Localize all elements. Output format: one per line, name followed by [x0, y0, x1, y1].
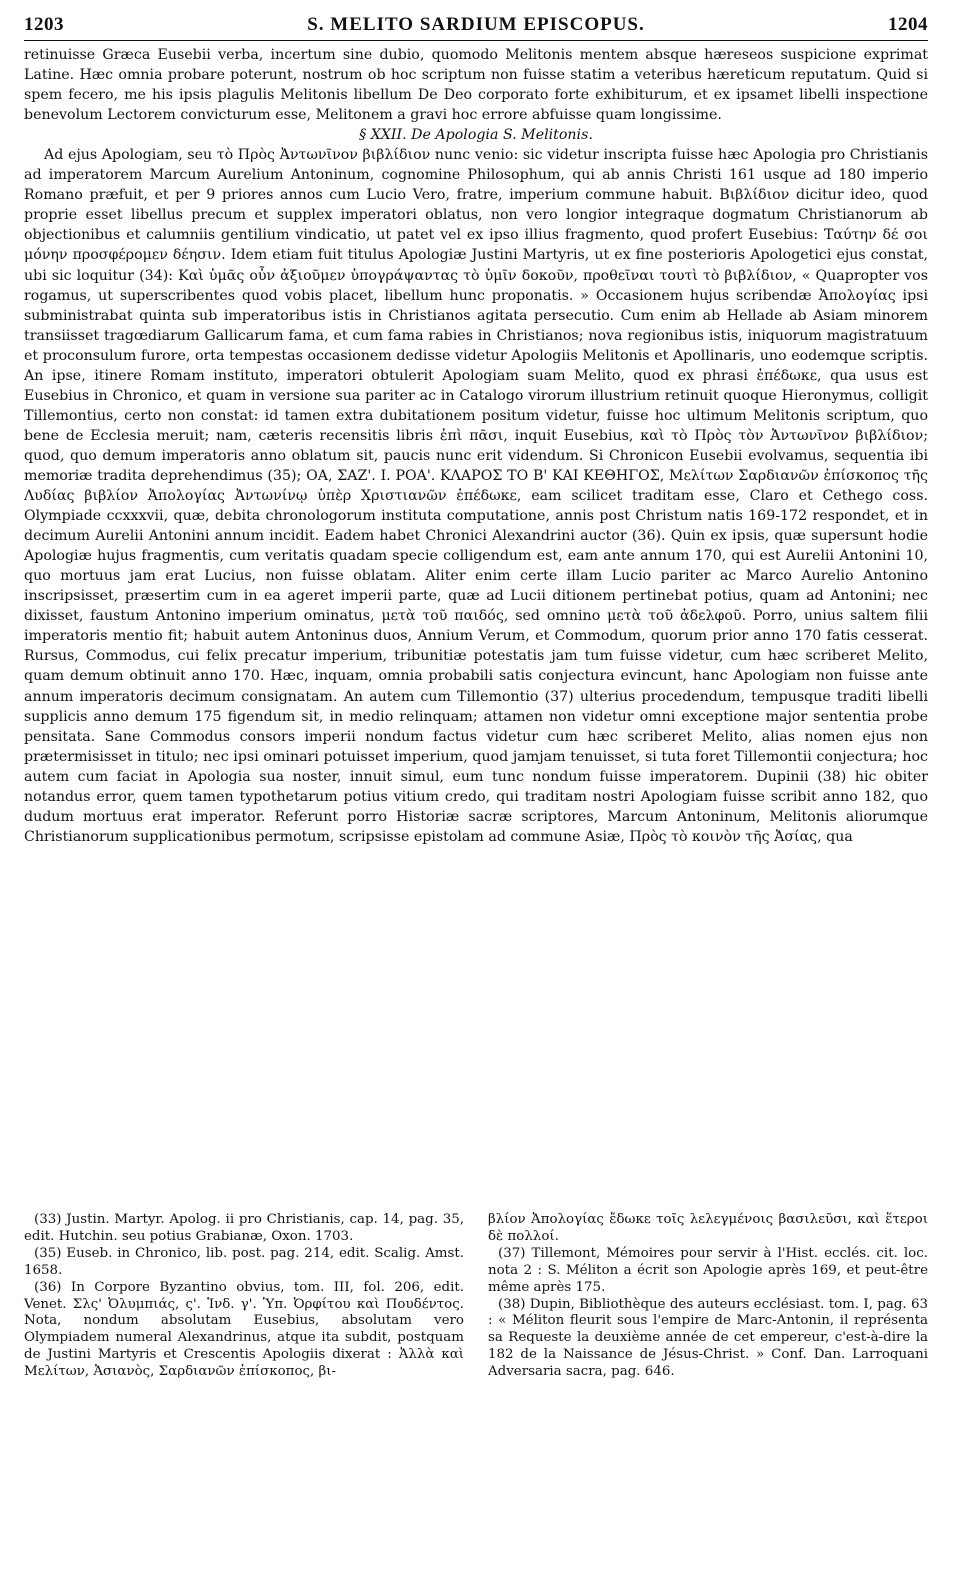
footnote-37: (37) Tillemont, Mémoires pour servir à l'Hist. ecclés. cit. loc. nota 2 : S. Méliton a écrit son Apologie après 169, et peut-être même après 175. [488, 1245, 928, 1295]
paragraph-1: retinuisse Græca Eusebii verba, incertum sine dubio, quomodo Melitonis mentem absque hæreseos suspicione exprimat Latine. Hæc omnia probare poterunt, nostrum ob hoc scriptum non fuisse statim a veteribus hæreticum reputatum. Quid si spem fecero, me his ipsis plagulis Melitonis libellum De Deo corporato forte exhibiturum, et ex ipsamet libelli inspectione benevolum Lectorem convicturum esse, Melitonem a gravi hoc errore abfuisse quam longissime. [24, 47, 928, 124]
section-heading: § XXII. De Apologia S. Melitonis. [359, 127, 593, 144]
footnote-33: (33) Justin. Martyr. Apolog. ii pro Christianis, cap. 14, pag. 35, edit. Hutchin. seu potius Grabianæ, Oxon. 1703. [24, 1212, 464, 1244]
footnote-36-continued: βλίον Ἀπολογίας ἔδωκε τοῖς λελεγμένοις βασιλεῦσι, καὶ ἕτεροι δὲ πολλοί. [488, 1212, 928, 1244]
main-text [24, 45, 928, 847]
paragraph-2: Ad ejus Apologiam, seu τὸ Πρὸς Ἀντωνῖνον βιβλίδιον nunc venio: sic videtur inscripta fuisse hæc Apologia pro Christianis ad imperatorem Marcum Aurelium Antoninum, cognomine Philosophum, qui ab annis Christi 161 usque ad 180 imperio Romano præfuit, et per 9 priores annos cum Lucio Vero, fratre, imperium commune habuit. Βιβλίδιον dicitur ideo, quod proprie esset libellus precum et supplex imperatori oblatus, non vero longior integraque dogmatum Christianorum ab objectionibus et calumniis gentilium vindicatio, ut patet vel ex ipso illius fragmento, quod profert Eusebius: Ταύτην δέ σοι μόνην προσφέρομεν δέησιν. Idem etiam fuit titulus Apologiæ Justini Martyris, ut ex fine posterioris Apologetici ejus constat, ubi sic loquitur (34): Καὶ ὑμᾶς οὖν ἀξιοῦμεν ὑπογράψαντας τὸ ὑμῖν δοκοῦν, προθεῖναι τουτὶ τὸ βιβλίδιον, « Quapropter vos rogamus, ut superscribentes quod vobis placet, libellum hunc proponatis. » Occasionem hujus scribendæ Ἀπολογίας ipsi subministrabat quinta sub imperatoribus istis in Christianos agitata persecutio. Cum enim ab Hellade ab Asiam minorem transiisset tragœdiarum Gallicarum fama, et cum fama rabies in Christianos; nova regionibus istis, iniquorum magistratuum et proconsulum furore, orta tempestas occasionem dedisse videtur Apologiis Melitonis et Apollinaris, uno eodemque scriptis. An ipse, itinere Romam instituto, imperatori obtulerit Apologiam suam Melito, quod ex phrasi ἐπέδωκε, qua usus est Eusebius in Chronico, et quam in versione sua pariter ac in Catalogo virorum illustrium retinuit quoque Hieronymus, colligit Tillemontius, certo non constat: id tamen extra dubitationem positum videtur, fuisse hoc ultimum Melitonis scriptum, quo bene de Ecclesia meruit; nam, cæteris recensitis libris ἐπὶ πᾶσι, inquit Eusebius, καὶ τὸ Πρὸς τὸν Ἀντωνῖνον βιβλίδιον; quod, quo demum imperatoris anno oblatum sit, paucis nunc erit videndum. Si Chronicon Eusebii evolvamus, sequentia ibi memoriæ tradita deprehendimus (35); ΟΑ, ΣΑΖ'. Ι. ΡΟΑ'. ΚΛΑΡΟΣ ΤΟ Β' ΚΑΙ ΚΕΘΗΓΟΣ, Μελίτων Σαρδιανῶν ἐπίσκοπος τῆς Λυδίας βιβλίον Ἀπολογίας Ἀντωνίνῳ ὑπὲρ Χριστιανῶν ἐπέδωκε, eam scilicet traditam esse, Claro et Cethego coss. Olympiade ccxxxvii, quæ, debita chronologorum instituta computatione, annis post Christum natis 169-172 respondet, et in decimum Aurelii Antonini annum incidit. Eadem habet Chronici Alexandrini auctor (36). Quin ex ipsis, quæ supersunt hodie Apologiæ hujus fragmentis, cum veritatis quadam specie colligendum est, eam ante annum 170, qui est Aurelii Antonini 10, quo mortuus jam erat Lucius, non fuisse oblatam. Aliter enim certe illam Lucio pariter ac Marco Aurelio Antonino inscripsisset, præsertim cum in ea ageret imperii parte, quæ ad Lucii ditionem pertinebat potius, quam ad Antonini; nec dixisset, faustum Antonino imperium ominatus, μετὰ τοῦ παιδός, sed omnino μετὰ τοῦ ἀδελφοῦ. Porro, unius saltem filii imperatoris mentio fit; habuit autem Antoninus duos, Annium Verum, et Commodum, quorum prior anno 170 fatis cesserat. Rursus, Commodus, cui felix precatur imperium, tribunitiæ potestatis jam tum fuisse videtur, cum hæc scriberet Melito, quam demum obtinuit anno 170. Hæc, inquam, omnia probabili satis conjectura evincunt, hanc Apologiam non fuisse ante annum imperatoris decimum consignatam. An autem cum Tillemontio (37) ulterius procedendum, tempusque traditi libelli supplicis anno demum 175 figendum sit, in medio relinquam; attamen non videtur omni exceptione major sententia probe pensitata. Sane Commodus consors imperii nondum factus videtur cum hæc scriberet Melito, alias nomen ejus non prætermisisset in titulo; nec ipsi ominari potuisset imperium, quod jamjam tenuisset, si tuta foret Tillemontii conjectura; hoc autem cum faciat in Apologia sua noster, innuit simul, eum tunc nondum fuisse imperatorem. Dupinii (38) hic obiter notandus error, quem tamen typothetarum potius vitium credo, qui traditam nostri Apologiam fuisse scribit anno 182, quo dudum mortuus erat imperator. Referunt porro Historiæ sacræ scriptores, Marcum Antoninum, Melitonis aliorumque Christianorum supplicationibus permotum, scripsisse epistolam ad commune Asiæ, Πρὸς τὸ κοινὸν τῆς Ἀσίας, qua [24, 147, 928, 845]
running-title: S. MELITO SARDIUM EPISCOPUS. [307, 14, 645, 35]
column-number-right: 1204 [887, 14, 928, 35]
footnotes-left-column [24, 1212, 464, 1381]
footnote-35: (35) Euseb. in Chronico, lib. post. pag. 214, edit. Scalig. Amst. 1658. [24, 1245, 464, 1278]
footnote-36: (36) In Corpore Byzantino obvius, tom. III, fol. 206, edit. Venet. Σλς' Ὀλυμπιάς, ς'. Ἰνδ. γ'. Ὑπ. Ὀρφίτου καὶ Πουδέντος. Nota, nondum absolutam Eusebius, absolutam vero Olympiadem numeral Alexandrinus, atque ita subdit, postquam de Justini Martyris et Crescentis Apologiis dixerat : Ἀλλὰ καὶ Μελίτων, Ἀσιανὸς, Σαρδιανῶν ἐπίσκοπος, βι- [24, 1279, 464, 1380]
running-header [24, 14, 928, 41]
footnotes [24, 1212, 928, 1381]
column-number-left: 1203 [24, 14, 64, 35]
footnote-38: (38) Dupin, Bibliothèque des auteurs ecclésiast. tom. I, pag. 63 : « Méliton fleurit sous l'empire de Marc-Antonin, il représenta sa Requeste la deuxième année de cet empereur, c'est-à-dire la 182 de la Naissance de Jésus-Christ. » Conf. Dan. Larroquani Adversaria sacra, pag. 646. [488, 1296, 928, 1380]
footnotes-right-column [488, 1212, 928, 1381]
